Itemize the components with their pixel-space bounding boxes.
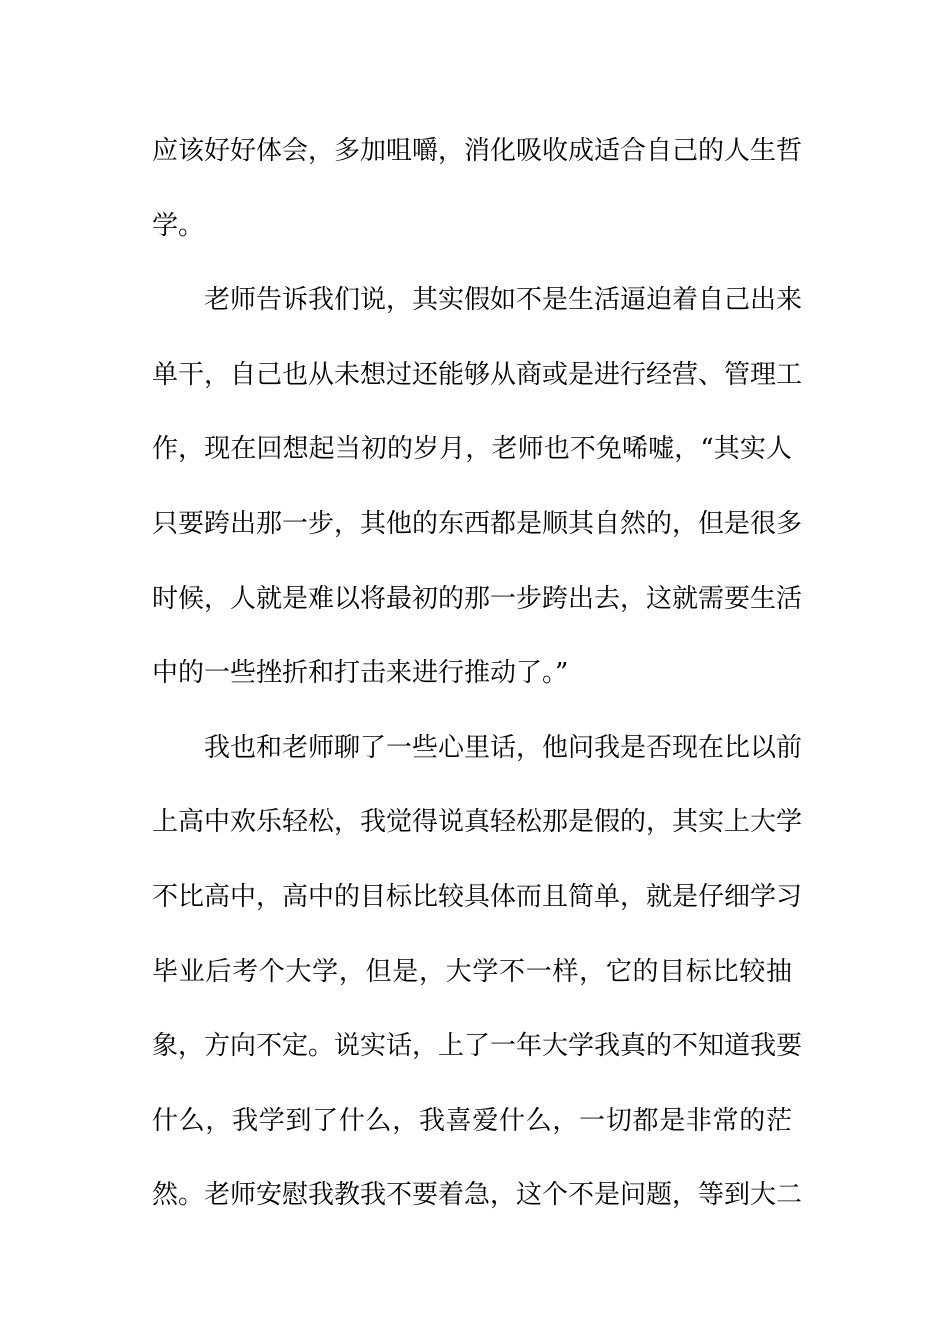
- text-line: 应该好好体会，多加咀嚼，消化吸收成适合自己的人生哲: [152, 136, 803, 166]
- body-text: [152, 127, 803, 1246]
- text-line: 然。老师安慰我教我不要着急，这个不是问题，等到大二: [152, 1180, 803, 1211]
- text-line: 学。: [152, 210, 205, 241]
- text-line: 时候，人就是难以将最初的那一步跨出去，这就需要生活: [152, 583, 803, 614]
- text-line: 我也和老师聊了一些心里话，他问我是否现在比以前: [204, 732, 803, 763]
- text-line: 毕业后考个大学，但是，大学不一样，它的目标比较抽: [152, 956, 792, 987]
- text-line: 单干，自己也从未想过还能够从商或是进行经营、管理工: [152, 359, 803, 390]
- text-line: 上高中欢乐轻松，我觉得说真轻松那是假的，其实上大学: [152, 807, 803, 838]
- text-line: 什么，我学到了什么，我喜爱什么，一切都是非常的茫: [152, 1105, 792, 1136]
- text-line: 象，方向不定。说实话，上了一年大学我真的不知道我要: [152, 1031, 803, 1062]
- text-line: 作，现在回想起当初的岁月，老师也不免唏嘘，“其实人: [152, 434, 792, 465]
- text-line: 中的一些挫折和打击来进行推动了。”: [152, 658, 569, 689]
- text-line: 不比高中，高中的目标比较具体而且简单，就是仔细学习: [152, 881, 803, 912]
- text-line: 只要跨出那一步，其他的东西都是顺其自然的，但是很多: [152, 508, 803, 539]
- text-line: 老师告诉我们说，其实假如不是生活逼迫着自己出来: [204, 285, 803, 316]
